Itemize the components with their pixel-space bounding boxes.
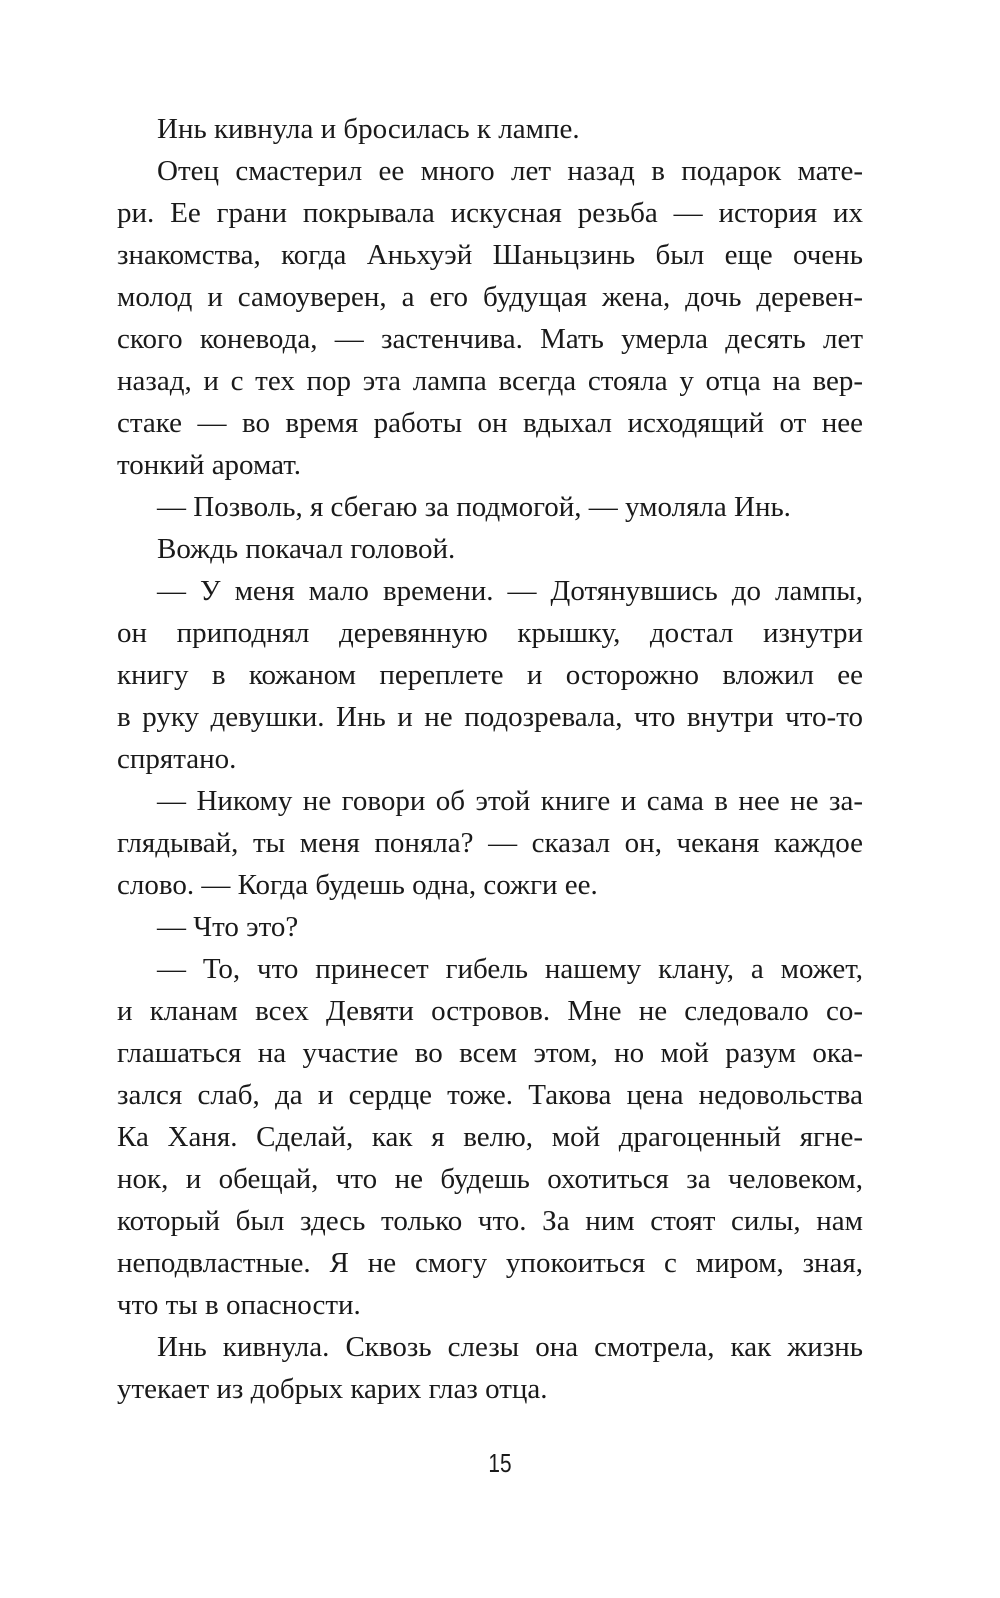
- text-line: глашаться на участие во всем этом, но мой разум ока-: [117, 1037, 863, 1069]
- page-text: [117, 108, 863, 1410]
- text-line: — Никому не говори об этой книге и сама в нее не за-: [157, 785, 863, 817]
- text-line: Инь кивнула и бросилась к лампе.: [157, 113, 580, 145]
- text-line: и кланам всех Девяти островов. Мне не следовало со-: [117, 995, 863, 1027]
- text-line: слово. — Когда будешь одна, сожги ее.: [117, 869, 598, 901]
- text-line: Отец смастерил ее много лет назад в подарок мате-: [157, 155, 863, 187]
- text-line: неподвластные. Я не смогу упокоиться с миром, зная,: [117, 1247, 863, 1279]
- text-line: — То, что принесет гибель нашему клану, а может,: [157, 953, 863, 985]
- paragraph: [117, 486, 863, 528]
- paragraph: [117, 1326, 863, 1410]
- text-line: Вождь покачал головой.: [157, 533, 456, 565]
- text-line: назад, и с тех пор эта лампа всегда стояла у отца на вер-: [117, 365, 863, 397]
- text-line: в руку девушки. Инь и не подозревала, что внутри что-то: [117, 701, 863, 733]
- text-line: стаке — во время работы он вдыхал исходящий от нее: [117, 407, 863, 439]
- text-line: молод и самоуверен, а его будущая жена, дочь деревен-: [117, 281, 863, 313]
- paragraph: [117, 570, 863, 780]
- text-line: утекает из добрых карих глаз отца.: [117, 1373, 548, 1405]
- paragraph: [117, 150, 863, 486]
- text-line: он приподнял деревянную крышку, достал изнутри: [117, 617, 863, 649]
- text-line: Ка Ханя. Сделай, как я велю, мой драгоценный ягне-: [117, 1121, 863, 1153]
- text-line: спрятано.: [117, 743, 237, 775]
- text-line: — Что это?: [157, 911, 299, 943]
- text-line: что ты в опасности.: [117, 1289, 361, 1321]
- text-line: тонкий аромат.: [117, 449, 302, 481]
- paragraph: [117, 528, 863, 570]
- page-number: 15: [488, 1448, 512, 1478]
- text-line: — У меня мало времени. — Дотянувшись до лампы,: [157, 575, 863, 607]
- text-line: — Позволь, я сбегаю за подмогой, — умоляла Инь.: [157, 491, 791, 523]
- text-line: который был здесь только что. За ним стоят силы, нам: [117, 1205, 863, 1237]
- paragraph: [117, 906, 863, 948]
- text-line: нок, и обещай, что не будешь охотиться за человеком,: [117, 1163, 863, 1195]
- text-line: зался слаб, да и сердце тоже. Такова цена недовольства: [117, 1079, 863, 1111]
- text-line: книгу в кожаном переплете и осторожно вложил ее: [117, 659, 863, 691]
- text-line: ри. Ее грани покрывала искусная резьба — история их: [117, 197, 863, 229]
- text-line: глядывай, ты меня поняла? — сказал он, чеканя каждое: [117, 827, 863, 859]
- paragraph: [117, 780, 863, 906]
- paragraph: [117, 108, 863, 150]
- paragraph: [117, 948, 863, 1326]
- text-line: ского коневода, — застенчива. Мать умерла десять лет: [117, 323, 863, 355]
- text-line: знакомства, когда Аньхуэй Шаньцзинь был еще очень: [117, 239, 863, 271]
- text-line: Инь кивнула. Сквозь слезы она смотрела, как жизнь: [157, 1331, 863, 1363]
